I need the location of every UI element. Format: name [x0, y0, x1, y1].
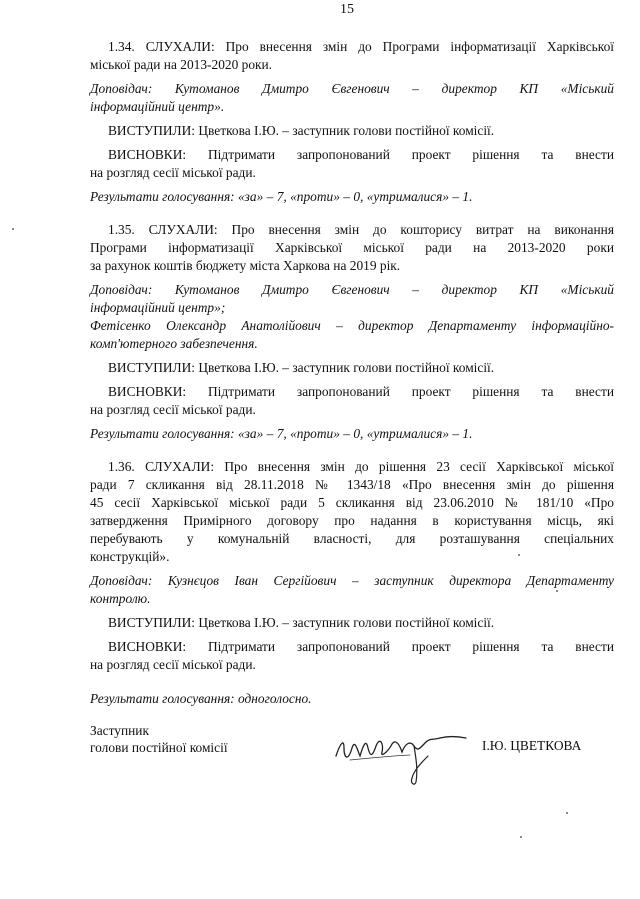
item-1-35-heard: 1.35. СЛУХАЛИ: Про внесення змін до кошторису витрат на виконання [108, 222, 614, 237]
item-1-35-heard-line2: Програми інформатизації Харківської міської ради на 2013-2020 роки [90, 240, 614, 255]
scan-speck [518, 554, 520, 556]
item-1-36-speaker-cont: контролю. [90, 591, 151, 606]
item-1-36-heard-line6: конструкцій». [90, 549, 170, 564]
scan-speck [556, 590, 558, 592]
item-1-35-vote: Результати голосування: «за» – 7, «проти» – 0, «утрималися» – 1. [90, 426, 473, 441]
item-1-34-heard: 1.34. СЛУХАЛИ: Про внесення змін до Програми інформатизації Харківської [108, 39, 614, 54]
item-1-36-spoke: ВИСТУПИЛИ: Цветкова І.Ю. – заступник голови постійної комісії. [108, 615, 495, 630]
item-1-35-spoke: ВИСТУПИЛИ: Цветкова І.Ю. – заступник голови постійної комісії. [108, 360, 495, 375]
item-1-35-heard-line3: за рахунок коштів бюджету міста Харкова на 2019 рік. [90, 258, 401, 273]
item-1-36-heard-line5: перебувають у комунальній власності, для розташування спеціальних [90, 531, 614, 546]
item-1-34-speaker-cont: інформаційний центр». [90, 99, 225, 114]
scan-speck [566, 812, 568, 814]
item-1-34-spoke: ВИСТУПИЛИ: Цветкова І.Ю. – заступник голови постійної комісії. [108, 123, 495, 138]
item-1-34-heard-cont: міської ради на 2013-2020 роки. [90, 57, 273, 72]
item-1-35-speaker2: Фетісенко Олександр Анатолійович – директор Департаменту інформаційно- [90, 318, 614, 333]
item-1-34-conclusion-cont: на розгляд сесії міської ради. [90, 165, 256, 180]
item-1-36-heard-line3: 45 сесії Харківської міської ради 5 скликання від 23.06.2010 № 181/10 «Про [90, 495, 614, 510]
item-1-36-heard: 1.36. СЛУХАЛИ: Про внесення змін до рішення 23 сесії Харківської міської [108, 459, 614, 474]
item-1-36-conclusion: ВИСНОВКИ: Підтримати запропонований проект рішення та внести [108, 639, 614, 654]
item-1-34-conclusion: ВИСНОВКИ: Підтримати запропонований проект рішення та внести [108, 147, 614, 162]
item-1-36-conclusion-cont: на розгляд сесії міської ради. [90, 657, 256, 672]
scan-speck [520, 836, 522, 838]
item-1-34-speaker: Доповідач: Кутоманов Дмитро Євгенович – директор КП «Міський [90, 81, 614, 96]
scan-speck [12, 228, 14, 230]
item-1-35-speaker: Доповідач: Кутоманов Дмитро Євгенович – директор КП «Міський [90, 282, 614, 297]
page-number: 15 [340, 2, 354, 17]
item-1-35-speaker-line2: інформаційний центр»; [90, 300, 226, 315]
item-1-35-speaker2-cont: комп'ютерного забезпечення. [90, 336, 258, 351]
item-1-35-conclusion: ВИСНОВКИ: Підтримати запропонований проект рішення та внести [108, 384, 614, 399]
signatory-name: І.Ю. ЦВЕТКОВА [482, 738, 582, 753]
item-1-36-heard-line4: затвердження Примірного договору про надання в користування місць, які [90, 513, 614, 528]
handwritten-signature [330, 722, 470, 788]
item-1-36-speaker: Доповідач: Кузнєцов Іван Сергійович – заступник директора Департаменту [90, 573, 614, 588]
item-1-35-conclusion-cont: на розгляд сесії міської ради. [90, 402, 256, 417]
item-1-34-vote: Результати голосування: «за» – 7, «проти» – 0, «утрималися» – 1. [90, 189, 473, 204]
signatory-title: Заступник голови постійної комісії [90, 723, 228, 755]
item-1-36-heard-line2: ради 7 скликання від 28.11.2018 № 1343/18 «Про внесення змін до рішення [90, 477, 614, 492]
item-1-36-vote: Результати голосування: одноголосно. [90, 691, 312, 706]
